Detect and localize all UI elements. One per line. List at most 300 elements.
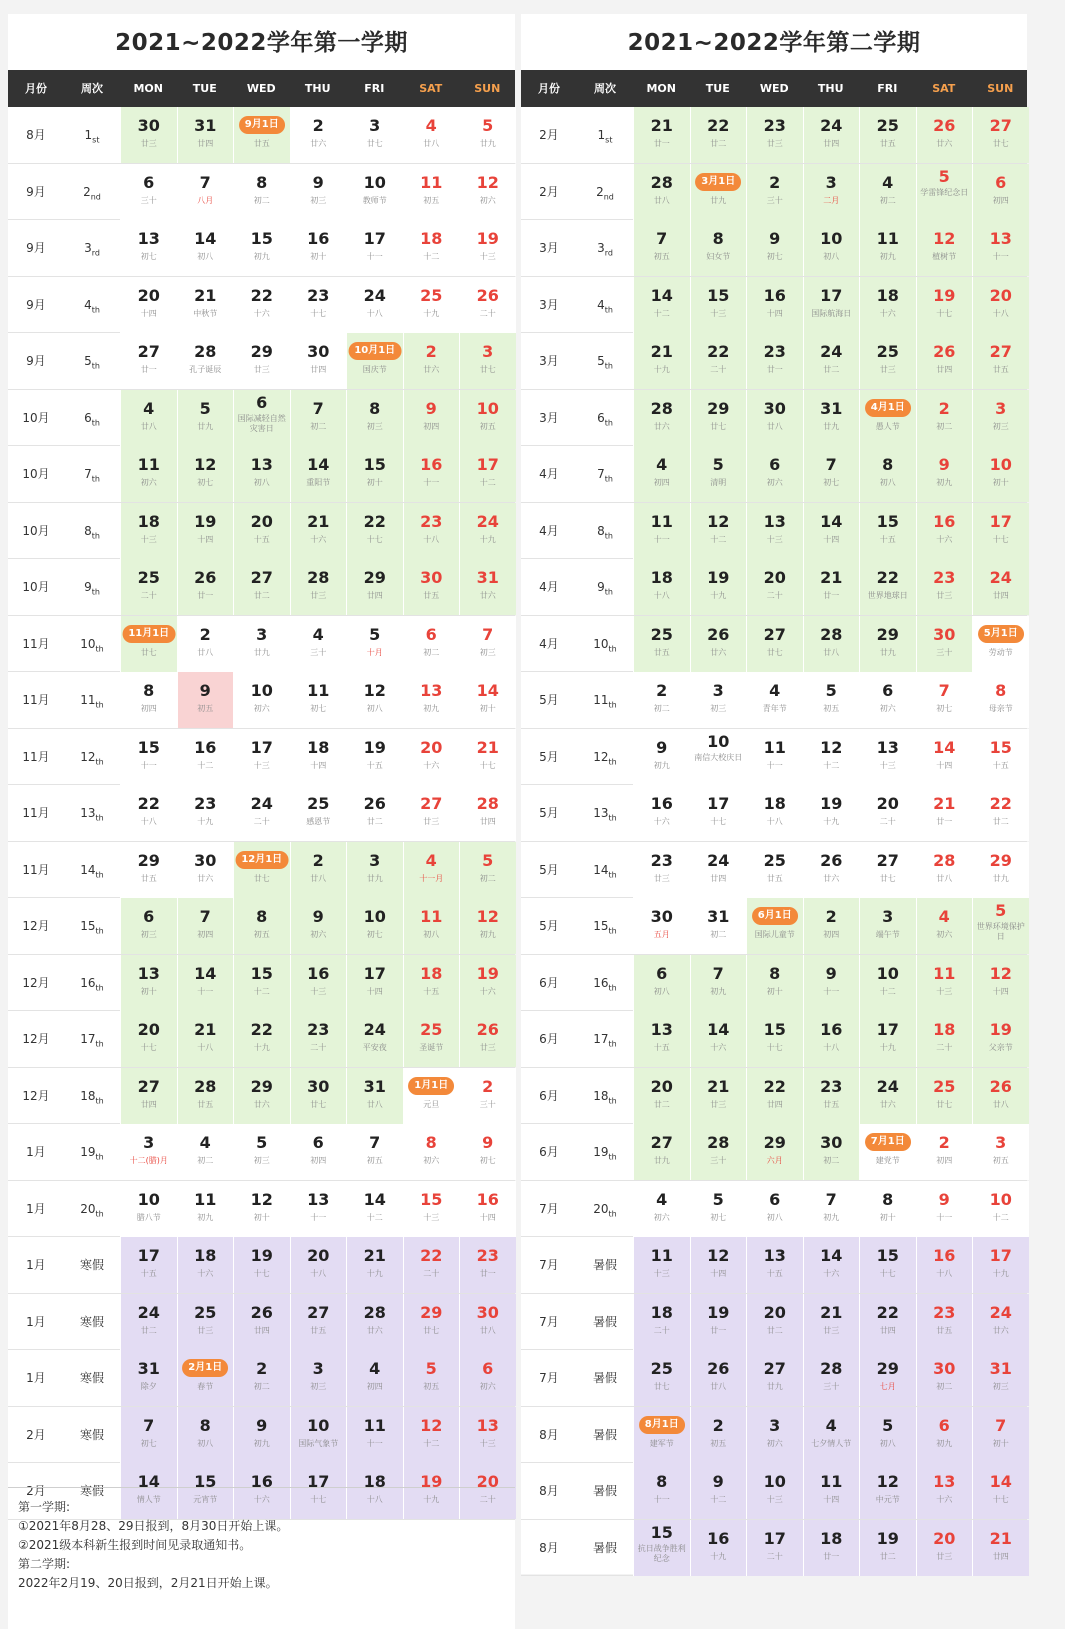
column-header-bar [8,70,515,107]
day-number: 11 [650,511,673,531]
lunar-or-holiday-label: 廿九 [710,195,727,205]
day-cell [633,672,690,728]
week-number [64,1124,120,1180]
day-number: 14 [194,963,217,983]
day-cell [690,898,747,954]
day-cell [346,785,403,841]
week-number-suffix: th [95,926,104,936]
week-number-suffix: th [95,813,104,823]
day-cell [859,559,916,615]
day-cell [459,164,516,220]
day-cell [859,107,916,163]
note-line: ②2021级本科新生报到时间见录取通知书。 [18,1538,252,1552]
day-number: 11 [420,172,443,192]
lunar-or-holiday-label: 初五 [710,1438,727,1448]
week-number-suffix: th [95,756,104,766]
day-cell [403,333,460,389]
day-cell [177,1011,234,1067]
day-number: 12 [707,511,730,531]
day-cell [633,1181,690,1237]
day-number: 15 [137,737,160,757]
lunar-or-holiday-label: 二月 [823,195,840,205]
day-cell [177,616,234,672]
day-cell [746,503,803,559]
week-number [577,1463,633,1519]
week-number-value: 寒假 [79,1314,104,1329]
lunar-or-holiday-label: 廿九 [479,139,496,148]
lunar-or-holiday-label: 廿七 [479,365,496,374]
lunar-or-holiday-label: 初七 [140,1438,157,1448]
day-number: 9 [199,681,211,700]
semester-2-panel [521,14,1027,1574]
month-label: 9月 [26,184,46,199]
day-number: 16 [194,737,217,757]
day-cell [403,672,460,728]
day-number: 21 [989,1528,1012,1548]
lunar-or-holiday-label: 十四 [992,986,1009,996]
lunar-or-holiday-label: 廿五 [310,1325,327,1335]
week-number [577,1068,633,1124]
week-number [577,220,633,276]
week-number-value: 11 [593,693,609,707]
day-number: 11 [420,907,443,926]
lunar-or-holiday-label: 国际航海日 [811,308,852,318]
lunar-or-holiday-label: 十四 [366,986,383,996]
day-cell [690,1011,747,1067]
day-cell [859,616,916,672]
lunar-or-holiday-label: 十二 [479,478,496,487]
month-label: 11月 [22,862,50,877]
day-number: 8 [256,907,268,926]
week-number-value: 17 [593,1032,609,1046]
week-number-value: 暑假 [592,1427,617,1442]
day-number: 7 [825,455,837,474]
day-cell [859,729,916,785]
day-cell [690,220,747,276]
lunar-or-holiday-label: 国庆节 [362,365,387,374]
day-number: 10 [989,455,1012,474]
day-cell [346,164,403,220]
day-number: 22 [876,568,899,587]
day-cell [120,1068,177,1124]
day-cell [972,220,1029,276]
week-number-value: 13 [593,806,609,820]
week-row [521,164,1027,221]
lunar-or-holiday-label: 元旦 [423,1099,440,1109]
lunar-or-holiday-label: 初三 [479,647,496,657]
day-number: 22 [876,1302,899,1322]
day-number: 8 [143,681,155,700]
day-cell [633,729,690,785]
week-number-value: 12 [80,749,96,764]
day-cell [803,842,860,898]
day-number: 15 [989,737,1012,757]
lunar-or-holiday-label: 初八 [197,1438,214,1448]
day-number: 15 [876,1246,899,1265]
day-number: 5 [425,1359,437,1378]
day-cell [916,1463,973,1519]
day-cell [233,955,290,1011]
day-number: 3 [369,116,381,135]
day-cell [290,1181,347,1237]
day-number: 31 [820,398,843,418]
day-cell [290,503,347,559]
lunar-or-holiday-label: 十八 [653,591,670,600]
lunar-or-holiday-label: 廿六 [310,139,327,148]
week-number [64,220,120,276]
week-row [8,729,515,786]
week-number-value: 7 [597,467,605,481]
lunar-or-holiday-label: 初八 [423,930,440,939]
lunar-or-holiday-label: 初六 [140,478,157,487]
lunar-or-holiday-label: 廿八 [310,873,327,883]
day-number: 6 [769,455,781,474]
day-number: 20 [137,285,160,305]
day-cell [803,1294,860,1350]
lunar-or-holiday-label: 孔子诞辰 [189,365,222,374]
lunar-or-holiday-label: 廿五 [140,873,157,883]
month-label: 2月 [539,128,559,142]
header-day-label: SAT [419,82,443,95]
lunar-or-holiday-label: 国际儿童节 [754,930,795,939]
lunar-or-holiday-label: 十一 [366,252,383,261]
lunar-or-holiday-label: 十一 [936,1212,953,1222]
day-number: 3 [482,342,494,361]
lunar-or-holiday-label: 十二 [823,760,840,770]
lunar-or-holiday-label: 十三 [423,1212,440,1222]
day-cell [690,955,747,1011]
day-number: 22 [137,794,160,813]
month-label: 9月 [26,297,46,312]
day-cell [803,672,860,728]
day-cell [859,333,916,389]
day-number: 25 [307,794,330,813]
lunar-or-holiday-label: 三十 [140,195,157,205]
month-label: 5月 [539,862,559,877]
lunar-or-holiday-label: 元宵节 [193,1495,218,1504]
day-cell [459,559,516,615]
day-number: 6 [769,1189,781,1209]
lunar-or-holiday-label: 初十 [366,478,383,487]
lunar-or-holiday-label: 十九 [479,534,496,544]
week-row [8,164,515,221]
week-number [64,164,120,220]
day-number: 15 [250,229,273,248]
day-number: 25 [420,285,443,305]
day-cell [120,277,177,333]
lunar-or-holiday-label: 十七 [366,534,383,544]
day-cell [459,785,516,841]
day-number: 30 [307,1076,330,1096]
day-number: 8 [199,1415,211,1435]
lunar-or-holiday-label: 腊八节 [136,1212,161,1222]
day-number: 9 [656,737,668,757]
day-cell [916,164,973,220]
day-number: 21 [476,737,499,757]
day-number: 25 [876,116,899,135]
day-number: 23 [650,850,673,870]
lunar-or-holiday-label: 廿四 [992,1551,1009,1561]
day-cell [972,616,1029,672]
day-cell [177,1181,234,1237]
day-number: 28 [650,398,673,418]
header-day-label: SUN [987,82,1014,95]
day-number: 22 [420,1246,443,1265]
lunar-or-holiday-label: 廿六 [992,1325,1009,1335]
week-number-suffix: th [95,1039,104,1049]
day-cell [746,1181,803,1237]
day-cell [403,559,460,615]
lunar-or-holiday-label: 初二 [479,873,496,883]
day-cell [633,1407,690,1463]
day-cell [177,390,234,446]
week-row [8,1124,515,1181]
day-number: 3 [312,1359,324,1378]
lunar-or-holiday-label: 十二 [879,986,896,996]
lunar-or-holiday-label: 初七 [366,930,383,939]
lunar-or-holiday-label: 初七 [197,478,214,487]
day-cell [459,842,516,898]
day-cell [290,672,347,728]
month-start-badge: 11月1日 [122,625,175,643]
day-cell [972,1181,1029,1237]
day-cell [972,1463,1029,1519]
month-start-badge: 9月1日 [239,116,285,134]
lunar-or-holiday-label: 初三 [992,1382,1009,1391]
day-number: 11 [876,229,899,248]
day-cell [290,446,347,502]
day-cell [459,1237,516,1293]
day-number: 18 [650,1302,673,1322]
day-number: 5 [199,398,211,418]
lunar-or-holiday-label: 十三 [479,252,496,261]
day-cell [177,672,234,728]
day-cell [916,1181,973,1237]
week-number-suffix: th [91,304,100,314]
week-number-value: 6 [84,410,92,425]
month-start-badge: 3月1日 [695,173,741,191]
day-cell [459,220,516,276]
day-cell [972,503,1029,559]
week-row [8,107,515,164]
day-cell [403,1294,460,1350]
lunar-or-holiday-label: 廿一 [823,591,840,600]
day-number: 24 [363,285,386,305]
day-cell [290,1011,347,1067]
day-number: 8 [712,229,724,248]
day-cell [803,1463,860,1519]
lunar-or-holiday-label: 初九 [423,704,440,713]
week-number-value: 10 [593,636,609,651]
day-cell [972,842,1029,898]
day-cell [177,1237,234,1293]
day-number: 17 [476,455,499,474]
week-row [521,1011,1027,1068]
week-row [521,955,1027,1012]
day-number: 14 [137,1472,160,1491]
day-cell [403,107,460,163]
week-number-suffix: nd [603,191,614,201]
lunar-or-holiday-label: 十三 [140,534,157,544]
day-number: 14 [650,285,673,305]
week-number-value: 1 [84,128,93,142]
day-cell [290,1294,347,1350]
day-cell [290,1068,347,1124]
day-number: 8 [882,455,894,474]
day-cell [233,672,290,728]
day-cell [177,1068,234,1124]
day-number: 2 [938,398,950,418]
week-row [521,1124,1027,1181]
week-row [8,1237,515,1294]
lunar-or-holiday-label: 初三 [253,1156,270,1165]
day-cell [346,333,403,389]
day-number: 9 [312,907,324,926]
day-cell [403,1068,460,1124]
day-cell [803,1068,860,1124]
lunar-or-holiday-label: 十一 [423,478,440,487]
day-cell [916,785,973,841]
lunar-or-holiday-label: 十一月 [419,873,444,883]
day-number: 3 [995,1133,1007,1152]
day-cell [690,107,747,163]
day-cell [290,220,347,276]
day-number: 16 [250,1472,273,1491]
day-cell [859,1407,916,1463]
day-number: 21 [650,116,673,135]
lunar-or-holiday-label: 十九 [823,817,840,826]
day-number: 22 [707,116,730,135]
lunar-or-holiday-label: 廿四 [140,1099,157,1109]
week-number-suffix: th [604,361,613,371]
day-number: 12 [820,737,843,757]
lunar-or-holiday-label: 十三 [710,308,727,318]
day-cell [972,1294,1029,1350]
day-cell [233,1237,290,1293]
month-label: 10月 [22,523,50,538]
day-cell [803,503,860,559]
lunar-or-holiday-label: 廿四 [366,591,383,600]
month-label: 1月 [26,1145,46,1159]
day-number: 12 [707,1246,730,1265]
header-day-label: THU [304,82,331,95]
day-cell [690,616,747,672]
header-day-label: WED [246,82,276,95]
day-number: 11 [650,1246,673,1265]
lunar-or-holiday-label: 二十 [936,1043,953,1052]
lunar-or-holiday-label: 十四 [766,308,783,318]
day-cell [346,1011,403,1067]
day-cell [120,333,177,389]
lunar-or-holiday-label: 初九 [253,252,270,261]
week-number-value: 15 [593,919,609,933]
day-cell [859,1463,916,1519]
month-label: 7月 [539,1314,559,1329]
day-number: 23 [763,342,786,361]
day-number: 13 [420,681,443,700]
day-cell [972,1237,1029,1293]
day-number: 13 [476,1415,499,1435]
day-cell [859,390,916,446]
lunar-or-holiday-label: 中秋节 [193,308,218,318]
lunar-or-holiday-label: 十五 [653,1043,670,1052]
lunar-or-holiday-label: 廿六 [197,873,214,883]
month-label: 3月 [539,354,559,368]
day-cell [746,1124,803,1180]
day-number: 16 [933,511,956,531]
lunar-or-holiday-label: 感恩节 [306,817,331,826]
lunar-or-holiday-label: 十九 [197,817,214,826]
day-number: 7 [369,1133,381,1152]
month-label: 12月 [22,919,50,933]
lunar-or-holiday-label: 初六 [479,195,496,205]
day-number: 22 [363,511,386,531]
lunar-or-holiday-label: 廿三 [197,1325,214,1335]
day-number: 26 [363,794,386,813]
lunar-or-holiday-label: 十五 [879,534,896,544]
day-number: 8 [769,963,781,983]
lunar-or-holiday-label: 初五 [423,1382,440,1391]
lunar-or-holiday-label: 廿二 [879,1551,896,1561]
lunar-or-holiday-label: 十三 [879,760,896,770]
lunar-or-holiday-label: 十七 [310,308,327,318]
day-number: 15 [707,285,730,305]
day-cell [290,729,347,785]
lunar-or-holiday-label: 廿七 [710,421,727,431]
week-row [521,333,1027,390]
day-number: 31 [363,1076,386,1096]
lunar-or-holiday-label: 十八 [197,1043,214,1052]
day-number: 27 [876,850,899,870]
lunar-or-holiday-label: 十七 [310,1495,327,1504]
month-label: 12月 [22,1032,50,1046]
lunar-or-holiday-label: 圣诞节 [419,1043,444,1052]
lunar-or-holiday-label: 初五 [479,421,496,431]
day-number: 11 [763,737,786,757]
day-cell [972,672,1029,728]
day-cell [120,446,177,502]
lunar-or-holiday-label: 初八 [879,478,896,487]
day-number: 24 [476,511,499,531]
lunar-or-holiday-label: 廿三 [879,365,896,374]
day-number: 9 [312,172,324,192]
day-number: 25 [194,1302,217,1322]
day-cell [290,616,347,672]
lunar-or-holiday-label: 廿一 [197,591,214,600]
lunar-or-holiday-label: 三十 [710,1156,727,1165]
day-cell [346,1068,403,1124]
week-number [577,898,633,954]
day-number: 2 [825,907,837,926]
week-number [64,1350,120,1406]
day-number: 7 [312,398,324,418]
week-number [577,1294,633,1350]
month-label: 6月 [539,1088,559,1103]
day-number: 26 [476,285,499,305]
week-number-value: 11 [80,693,96,707]
week-number-value: 16 [593,975,609,990]
week-number-suffix: th [608,869,617,879]
day-number: 29 [989,850,1012,870]
lunar-or-holiday-label: 初四 [992,195,1009,205]
lunar-or-holiday-label: 初三 [366,421,383,431]
day-cell [120,559,177,615]
day-number: 17 [250,737,273,757]
header-month-label: 月份 [25,82,47,95]
lunar-or-holiday-label: 廿七 [253,873,270,883]
day-number: 9 [938,455,950,474]
lunar-or-holiday-label: 初四 [197,930,214,939]
